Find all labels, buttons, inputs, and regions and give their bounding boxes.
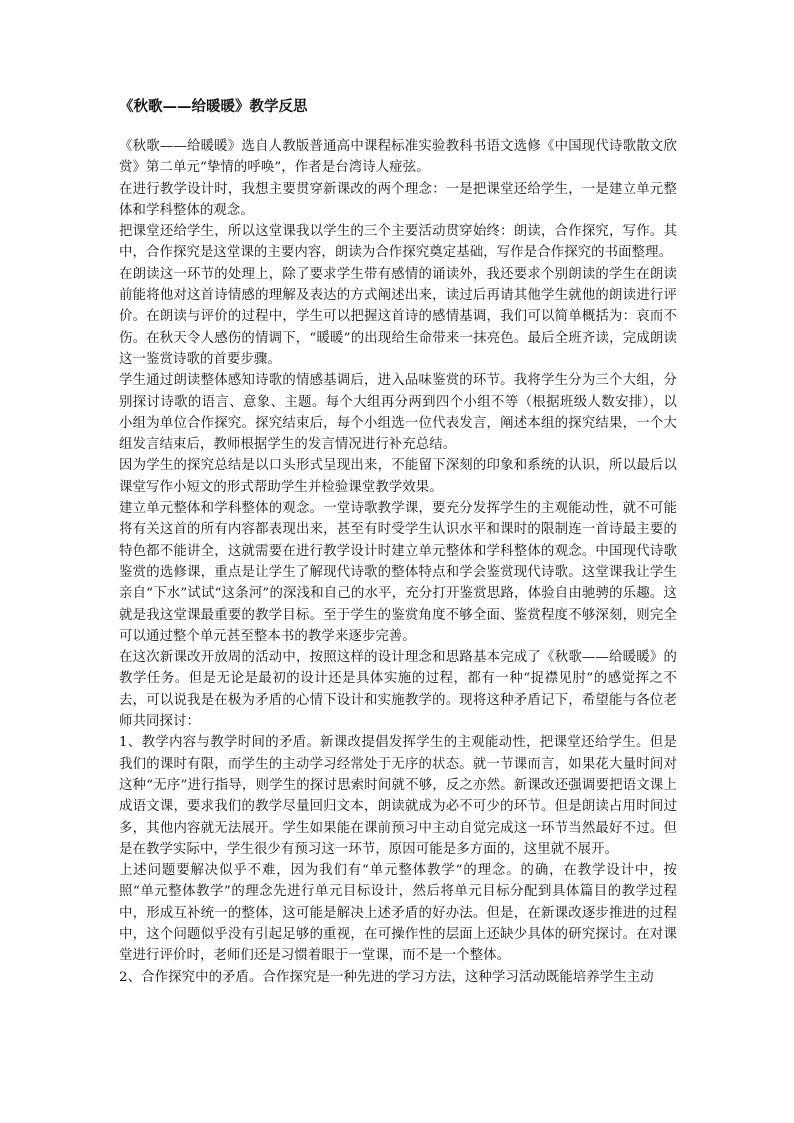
document-body xyxy=(119,136,677,988)
paragraph-intro: 《秋歌——给暖暖》选自人教版普通高中课程标准实验教科书语文选修《中国现代诗歌散文欣赏》第二单元“挚情的呼唤”，作者是台湾诗人痖弦。 xyxy=(119,139,677,176)
paragraph-open-week: 在这次新课改开放周的活动中，按照这样的设计理念和思路基本完成了《秋歌——给暖暖》的教学任务。但是无论是最初的设计还是具体实施的过程，都有一种“捉襟见肘”的感觉挥之不去，可以说我是在极为矛盾的心情下设计和实施教学的。现将这种矛盾记下，希望能与各位老师共同探讨： xyxy=(119,650,677,730)
document-title: 《秋歌——给暖暖》教学反思 xyxy=(119,98,308,115)
paragraph-classroom-activities: 把课堂还给学生，所以这堂课我以学生的三个主要活动贯穿始终：朗读，合作探究，写作。其中，合作探究是这堂课的主要内容，朗读为合作探究奠定基础，写作是合作探究的书面整理。 xyxy=(119,224,677,261)
paragraph-unit-concept: 建立单元整体和学科整体的观念。一堂诗歌教学课，要充分发挥学生的主观能动性，就不可能将有关这首的所有内容都表现出来，甚至有时受学生认识水平和课时的限制连一首诗最主要的特色都不能讲全，这就需要在进行教学设计时建立单元整体和学科整体的观念。中国现代诗歌鉴赏的选修课，重点是让学生了解现代诗歌的整体特点和学会鉴赏现代诗歌。这堂课我让学生亲自“下水”试试“这条河”的深浅和自己的水平，充分打开鉴赏思路，体验自由驰骋的乐趣。这就是我这堂课最重要的教学目标。至于学生的鉴赏角度不够全面、鉴赏程度不够深刻，则完全可以通过整个单元甚至整本书的教学来逐步完善。 xyxy=(119,501,677,644)
paragraph-writing: 因为学生的探究总结是以口头形式呈现出来，不能留下深刻的印象和系统的认识，所以最后以课堂写作小短文的形式帮助学生并检验课堂教学效果。 xyxy=(119,458,677,495)
paragraph-reading: 在朗读这一环节的处理上，除了要求学生带有感情的诵读外，我还要求个别朗读的学生在朗读前能将他对这首诗情感的理解及表达的方式阐述出来，读过后再请其他学生就他的朗读进行评价。在朗读与评价的过程中，学生可以把握这首诗的感情基调，我们可以简单概括为：哀而不伤。在秋天令人感伤的情调下，“暖暖”的出现给生命带来一抹亮色。最后全班齐读，完成朗读这一鉴赏诗歌的首要步骤。 xyxy=(119,266,677,367)
document-page xyxy=(119,97,677,988)
paragraph-design-concepts: 在进行教学设计时，我想主要贯穿新课改的两个理念：一是把课堂还给学生，一是建立单元整体和学科整体的观念。 xyxy=(119,181,677,218)
paragraph-contradiction-2: 2、合作探究中的矛盾。合作探究是一种先进的学习方法，这种学习活动既能培养学生主动 xyxy=(119,969,654,985)
paragraph-group-discussion: 学生通过朗读整体感知诗歌的情感基调后，进入品味鉴赏的环节。我将学生分为三个大组，分别探讨诗歌的语言、意象、主题。每个大组再分两到四个小组不等（根据班级人数安排），以小组为单位合作探究。探究结束后，每个小组选一位代表发言，阐述本组的探究结果，一个大组发言结束后，教师根据学生的发言情况进行补充总结。 xyxy=(119,373,677,453)
paragraph-solution: 上述问题要解决似乎不难，因为我们有“单元整体教学”的理念。的确，在教学设计中，按照“单元整体教学”的理念先进行单元目标设计，然后将单元目标分配到具体篇目的教学过程中，形成互补统一的整体，这可能是解决上述矛盾的好办法。但是，在新课改逐步推进的过程中，这个问题似乎没有引起足够的重视，在可操作性的层面上还缺少具体的研究探讨。在对课堂进行评价时，老师们还是习惯着眼于一堂课，而不是一个整体。 xyxy=(119,863,677,964)
paragraph-contradiction-1: 1、教学内容与教学时间的矛盾。新课改提倡发挥学生的主观能动性，把课堂还给学生。但是我们的课时有限，而学生的主动学习经常处于无序的状态。就一节课而言，如果花大量时间对这种“无序”进行指导，则学生的探讨思索时间就不够，反之亦然。新课改还强调要把语文课上成语文课，要求我们的教学尽量回归文本，朗读就成为必不可少的环节。但是朗读占用时间过多，其他内容就无法展开。学生如果能在课前预习中主动自觉完成这一环节当然最好不过。但是在教学实际中，学生很少有预习这一环节，原因可能是多方面的，这里就不展开。 xyxy=(119,735,677,857)
